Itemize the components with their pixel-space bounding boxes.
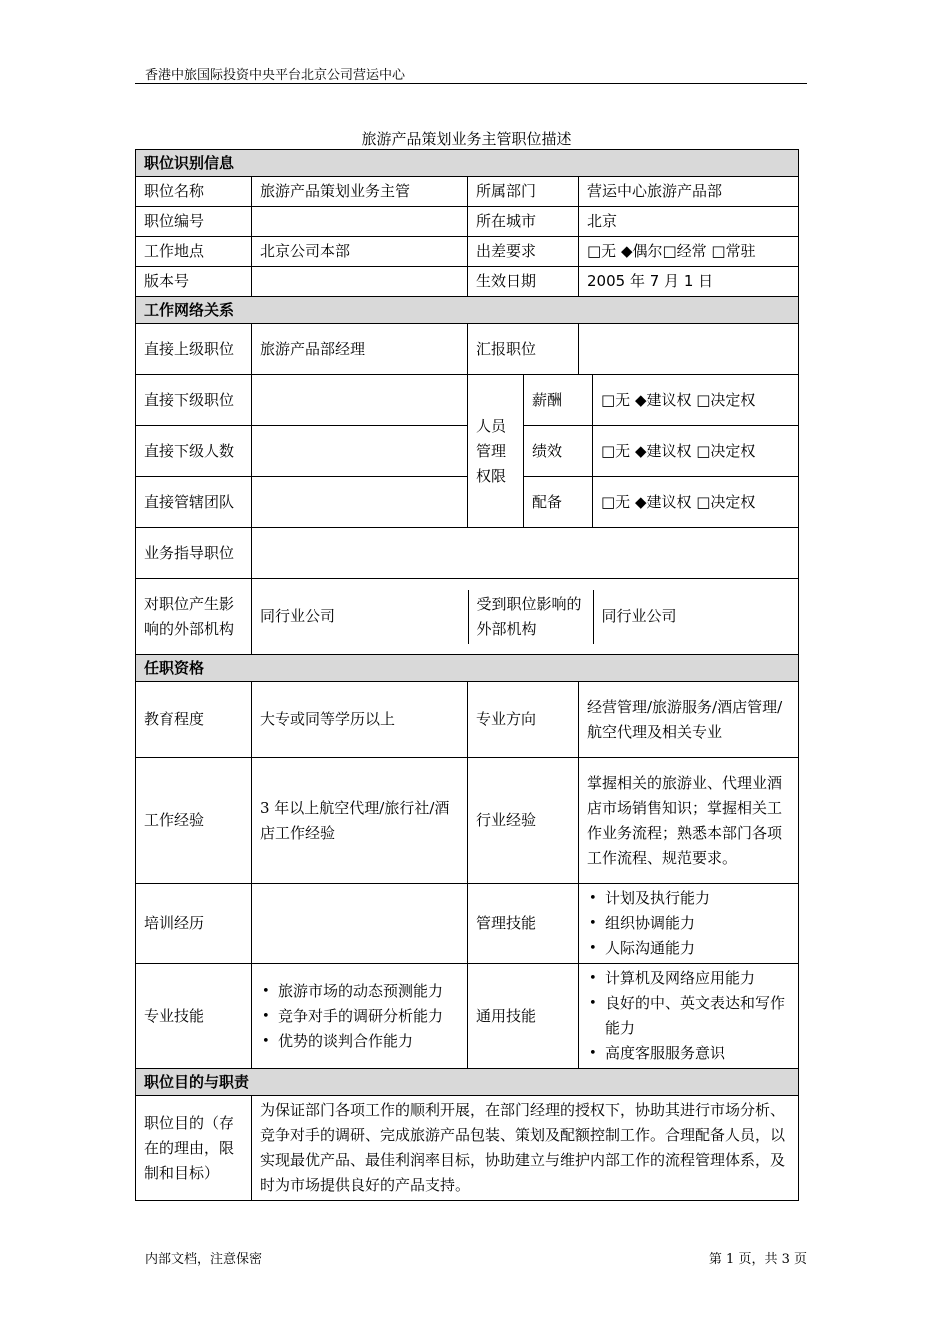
section-purpose: 职位目的与职责 — [136, 1069, 799, 1096]
value-job-code — [252, 207, 468, 237]
value-major: 经营管理/旅游服务/酒店管理/航空代理及相关专业 — [579, 682, 799, 758]
label-major: 专业方向 — [468, 682, 579, 758]
value-industry: 掌握相关的旅游业、代理业酒店市场销售知识；掌握相关工作业务流程；熟悉本部门各项工作流程、规范要求。 — [579, 758, 799, 884]
list-item: • 人际沟通能力 — [587, 936, 790, 961]
header-company: 香港中旅国际投资中央平台北京公司营运中心 — [145, 68, 406, 83]
label-guide: 业务指导职位 — [136, 528, 252, 579]
value-professional — [252, 964, 468, 1069]
footer-page-number: 第 1 页，共 3 页 — [708, 1252, 807, 1267]
value-travel: □无 ◆偶尔□经常 □常驻 — [579, 237, 799, 267]
section-qualification: 任职资格 — [136, 655, 799, 682]
value-subordinate-count — [252, 426, 468, 477]
job-description-table — [135, 149, 799, 1201]
value-management — [579, 884, 799, 964]
value-job-name: 旅游产品策划业务主管 — [252, 177, 468, 207]
label-industry: 行业经验 — [468, 758, 579, 884]
label-experience: 工作经验 — [136, 758, 252, 884]
label-city: 所在城市 — [468, 207, 579, 237]
label-department: 所属部门 — [468, 177, 579, 207]
value-general — [579, 964, 799, 1069]
value-superior: 旅游产品部经理 — [252, 324, 468, 375]
label-salary: 薪酬 — [524, 375, 593, 426]
list-item: • 良好的中、英文表达和写作能力 — [587, 991, 790, 1041]
value-experience: 3 年以上航空代理/旅行社/酒店工作经验 — [252, 758, 468, 884]
label-location: 工作地点 — [136, 237, 252, 267]
label-version: 版本号 — [136, 267, 252, 297]
list-item: • 旅游市场的动态预测能力 — [260, 979, 459, 1004]
label-report: 汇报职位 — [468, 324, 579, 375]
label-travel: 出差要求 — [468, 237, 579, 267]
label-team: 直接管辖团队 — [136, 477, 252, 528]
list-item: • 优势的谈判合作能力 — [260, 1029, 459, 1054]
value-team — [252, 477, 468, 528]
value-subordinate-position — [252, 375, 468, 426]
document-title: 旅游产品策划业务主管职位描述 — [361, 130, 572, 148]
label-effective-date: 生效日期 — [468, 267, 579, 297]
value-external-influence: 同行业公司 — [252, 590, 468, 644]
label-staffing: 配备 — [524, 477, 593, 528]
section-network: 工作网络关系 — [136, 297, 799, 324]
value-guide — [252, 528, 799, 579]
list-item: • 计算机及网络应用能力 — [587, 966, 790, 991]
value-effective-date: 2005 年 7 月 1 日 — [579, 267, 799, 297]
list-item: • 组织协调能力 — [587, 911, 790, 936]
label-authority: 人员管理权限 — [468, 375, 524, 528]
value-education: 大专或同等学历以上 — [252, 682, 468, 758]
label-superior: 直接上级职位 — [136, 324, 252, 375]
value-city: 北京 — [579, 207, 799, 237]
label-subordinate-position: 直接下级职位 — [136, 375, 252, 426]
value-influenced: 同行业公司 — [593, 590, 798, 644]
value-performance: □无 ◆建议权 □决定权 — [593, 426, 799, 477]
label-purpose: 职位目的（存在的理由，限制和目标） — [136, 1096, 252, 1201]
header-divider — [135, 83, 807, 84]
value-purpose: 为保证部门各项工作的顺利开展，在部门经理的授权下，协助其进行市场分析、竞争对手的调研、完成旅游产品包装、策划及配额控制工作。合理配备人员，以实现最优产品、最佳利润率目标，协助建立与维护内部工作的流程管理体系，及时为市场提供良好的产品支持。 — [252, 1096, 799, 1201]
value-location: 北京公司本部 — [252, 237, 468, 267]
footer-confidential: 内部文档，注意保密 — [145, 1252, 263, 1267]
value-staffing: □无 ◆建议权 □决定权 — [593, 477, 799, 528]
label-job-name: 职位名称 — [136, 177, 252, 207]
label-education: 教育程度 — [136, 682, 252, 758]
label-general: 通用技能 — [468, 964, 579, 1069]
label-external-influence: 对职位产生影响的外部机构 — [136, 579, 252, 655]
label-influenced: 受到职位影响的外部机构 — [468, 590, 593, 644]
label-management: 管理技能 — [468, 884, 579, 964]
list-item: • 竞争对手的调研分析能力 — [260, 1004, 459, 1029]
label-performance: 绩效 — [524, 426, 593, 477]
value-department: 营运中心旅游产品部 — [579, 177, 799, 207]
external-organizations — [252, 579, 799, 655]
list-item: • 计划及执行能力 — [587, 886, 790, 911]
label-job-code: 职位编号 — [136, 207, 252, 237]
label-training: 培训经历 — [136, 884, 252, 964]
section-identity: 职位识别信息 — [136, 150, 799, 177]
value-salary: □无 ◆建议权 □决定权 — [593, 375, 799, 426]
value-training — [252, 884, 468, 964]
value-report — [579, 324, 799, 375]
value-version — [252, 267, 468, 297]
label-subordinate-count: 直接下级人数 — [136, 426, 252, 477]
label-professional: 专业技能 — [136, 964, 252, 1069]
list-item: • 高度客服服务意识 — [587, 1041, 790, 1066]
